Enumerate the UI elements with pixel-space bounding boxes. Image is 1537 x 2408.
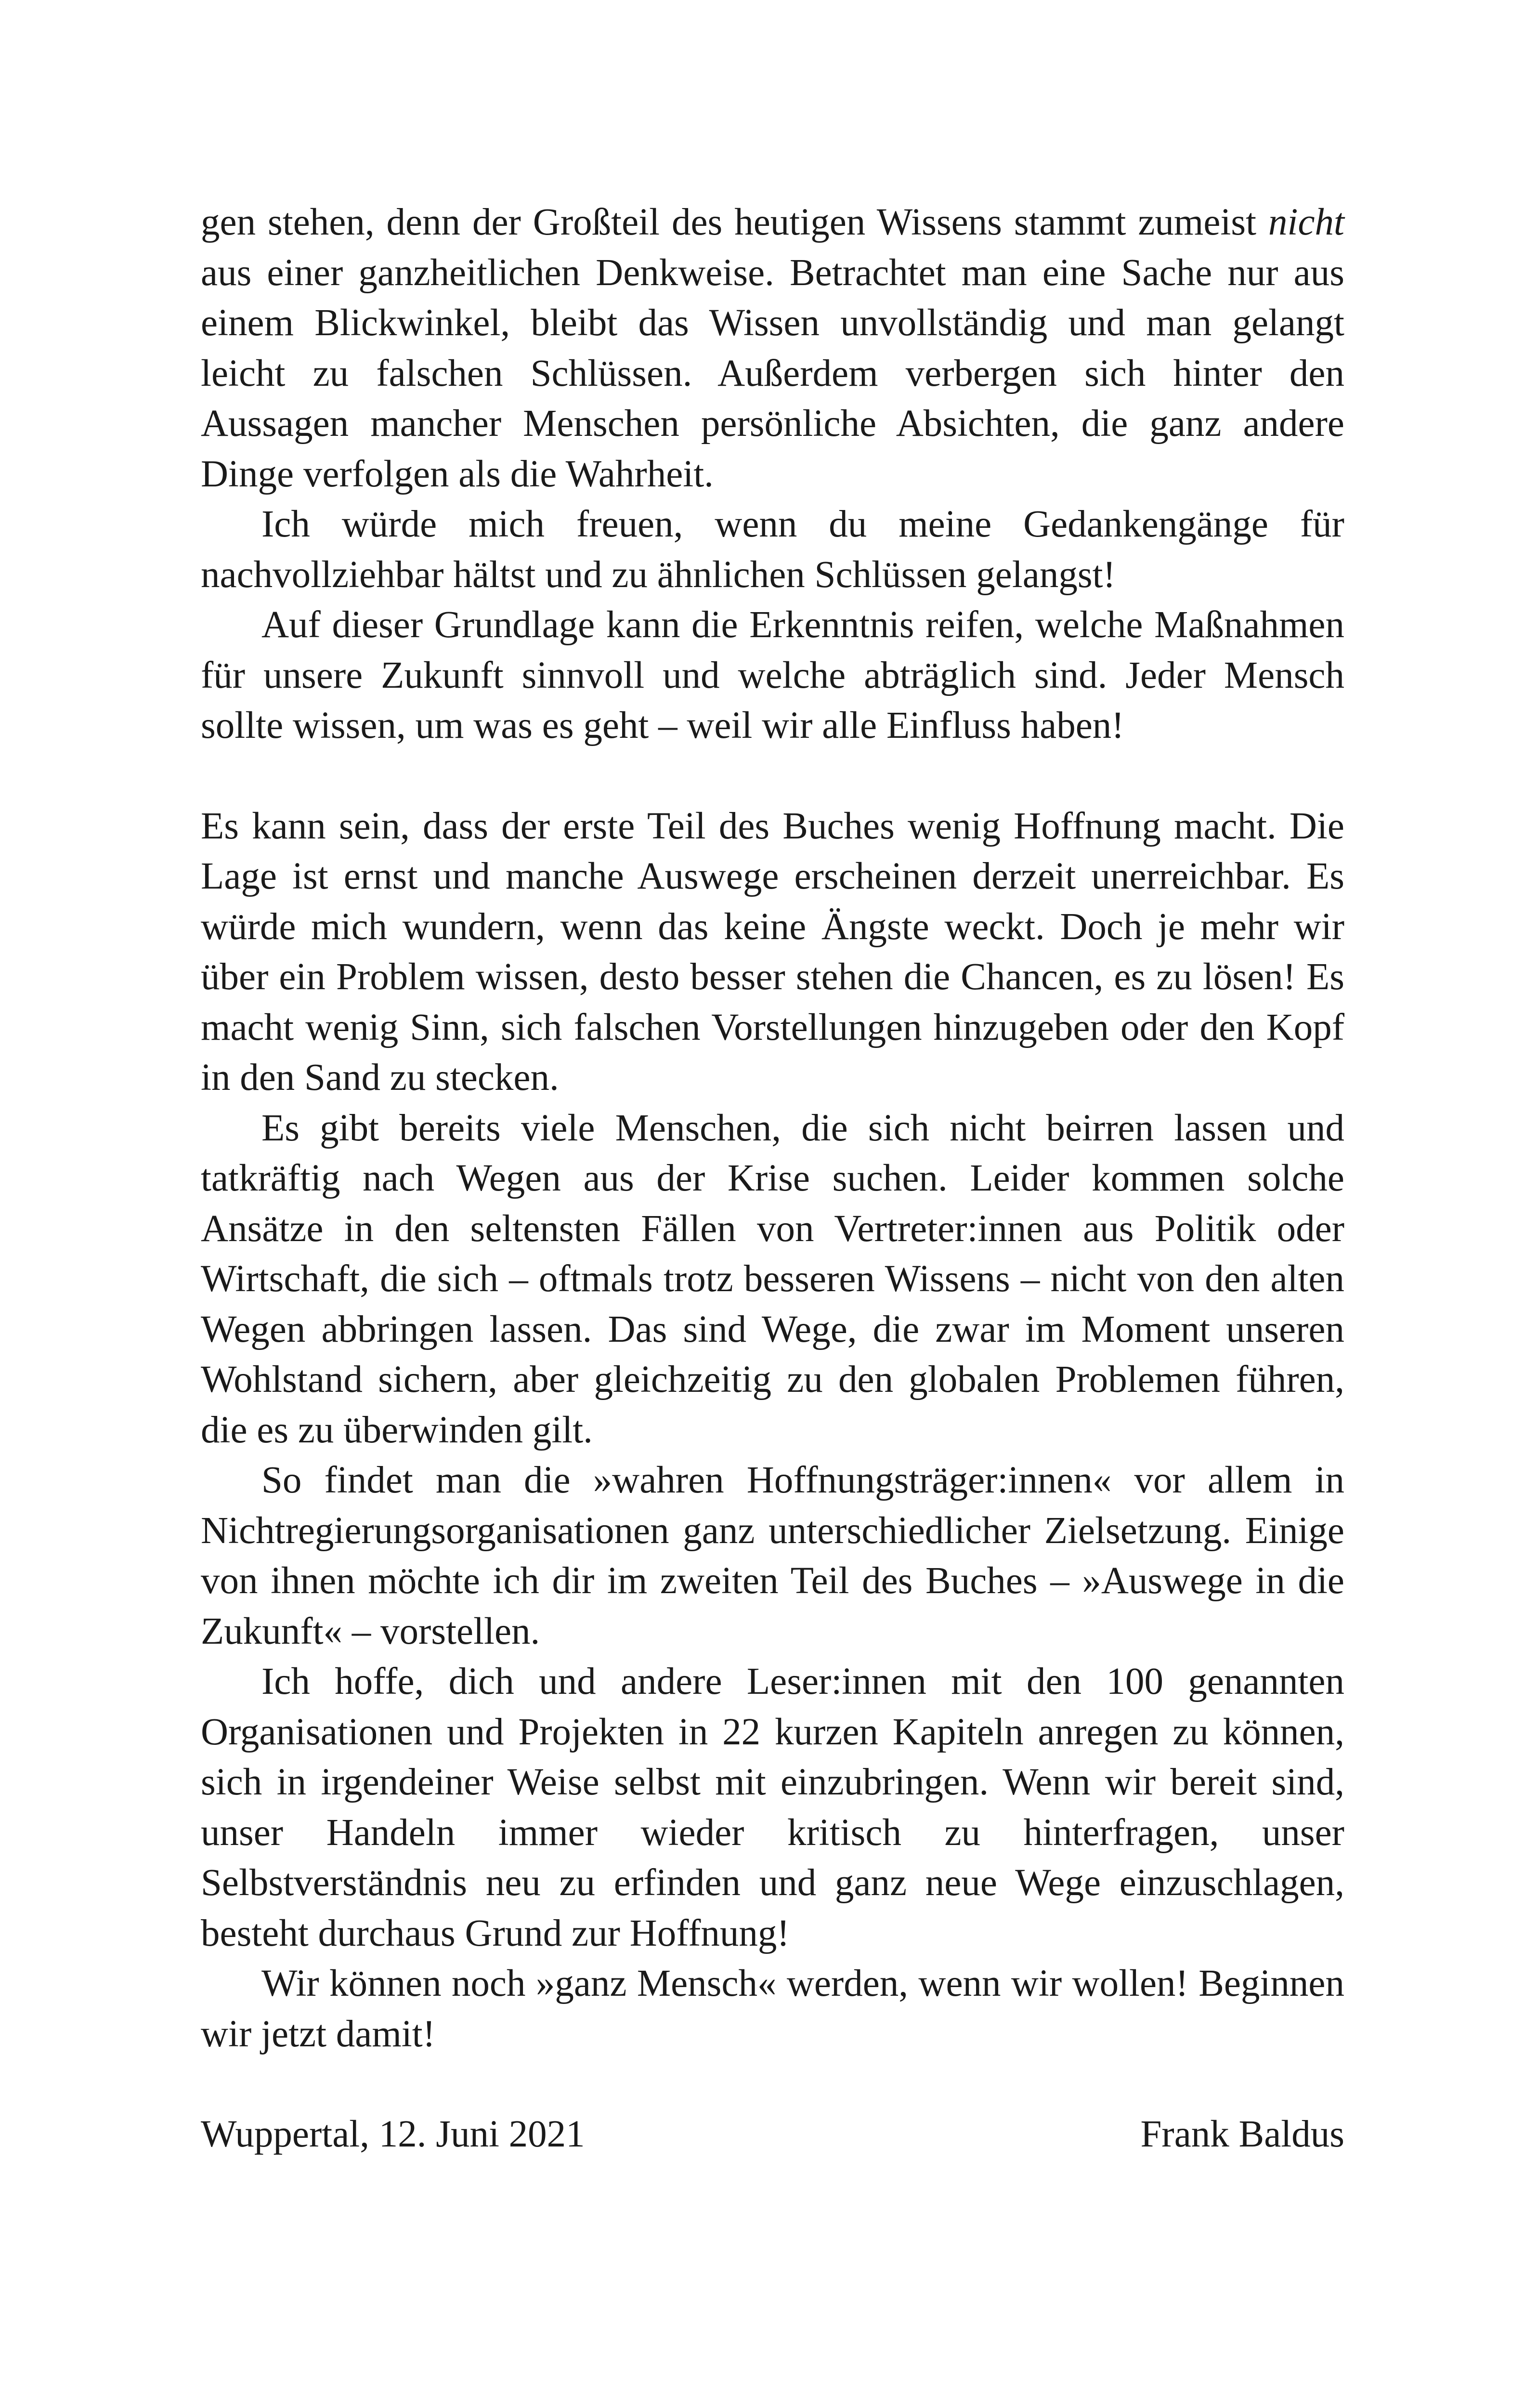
author-name: Frank Baldus [1140, 2113, 1344, 2155]
paragraph-4: Es kann sein, dass der erste Teil des Buches wenig Hoffnung macht. Die Lage ist ernst und manche Auswege erscheinen derzeit unerreichbar. Es würde mich wundern, wenn das keine Ängste weckt. Doch je mehr wir über ein Problem wissen, desto besser stehen die Chancen, es zu lösen! Es macht wenig Sinn, sich falschen Vorstellungen hinzugeben oder den Kopf in den Sand zu stecken. [201, 805, 1344, 1099]
emphasis-nicht: nicht [1268, 201, 1344, 243]
page-body [201, 197, 1344, 2160]
paragraph-5: Es gibt bereits viele Menschen, die sich nicht beirren lassen und tatkräftig nach Wegen aus der Krise suchen. Leider kommen solche Ansätze in den seltensten Fällen von Vertreter:innen aus Politik oder Wirtschaft, die sich – oftmals trotz besseren Wissens – nicht von den alten Wegen abbringen lassen. Das sind Wege, die zwar im Moment unseren Wohlstand sichern, aber gleichzeitig zu den globalen Problemen führen, die es zu überwinden gilt. [201, 1107, 1344, 1451]
paragraph-8: Wir können noch »ganz Mensch« werden, wenn wir wollen! Beginnen wir jetzt damit! [201, 1963, 1344, 2055]
paragraph-1-before: gen stehen, denn der Großteil des heutigen Wissens stammt zumeist [201, 201, 1269, 243]
paragraph-6: So findet man die »wahren Hoffnungsträger:innen« vor allem in Nichtregierungsorganisationen ganz unterschiedlicher Zielsetzung. Einige von ihnen möchte ich dir im zweiten Teil des Buches – »Auswege in die Zukunft« – vorstellen. [201, 1459, 1344, 1652]
place-date: Wuppertal, 12. Juni 2021 [201, 2113, 585, 2155]
paragraph-2: Ich würde mich freuen, wenn du meine Gedankengänge für nachvollziehbar hältst und zu ähnlichen Schlüssen gelangst! [201, 503, 1344, 596]
paragraph-1 [201, 197, 1344, 499]
paragraph-1-after: aus einer ganzheitlichen Denkweise. Betrachtet man eine Sache nur aus einem Blickwinkel, bleibt das Wissen unvollständig und man gelangt leicht zu falschen Schlüssen. Außerdem verbergen sich hinter den Aussagen mancher Menschen persönliche Absichten, die ganz andere Dinge verfolgen als die Wahrheit. [201, 251, 1344, 495]
section-break [201, 751, 1344, 801]
signature-line [201, 2109, 1344, 2160]
paragraph-7: Ich hoffe, dich und andere Leser:innen mit den 100 genannten Organisationen und Projekten in 22 kurzen Kapiteln anregen zu können, sich in irgendeiner Weise selbst mit einzubringen. Wenn wir bereit sind, unser Handeln immer wieder kritisch zu hinterfragen, unser Selbstverständnis neu zu erfinden und ganz neue Wege einzuschlagen, besteht durchaus Grund zur Hoffnung! [201, 1661, 1344, 1954]
paragraph-3: Auf dieser Grundlage kann die Erkenntnis reifen, welche Maßnahmen für unsere Zukunft sinnvoll und welche abträglich sind. Jeder Mensch sollte wissen, um was es geht – weil wir alle Einfluss haben! [201, 604, 1344, 746]
